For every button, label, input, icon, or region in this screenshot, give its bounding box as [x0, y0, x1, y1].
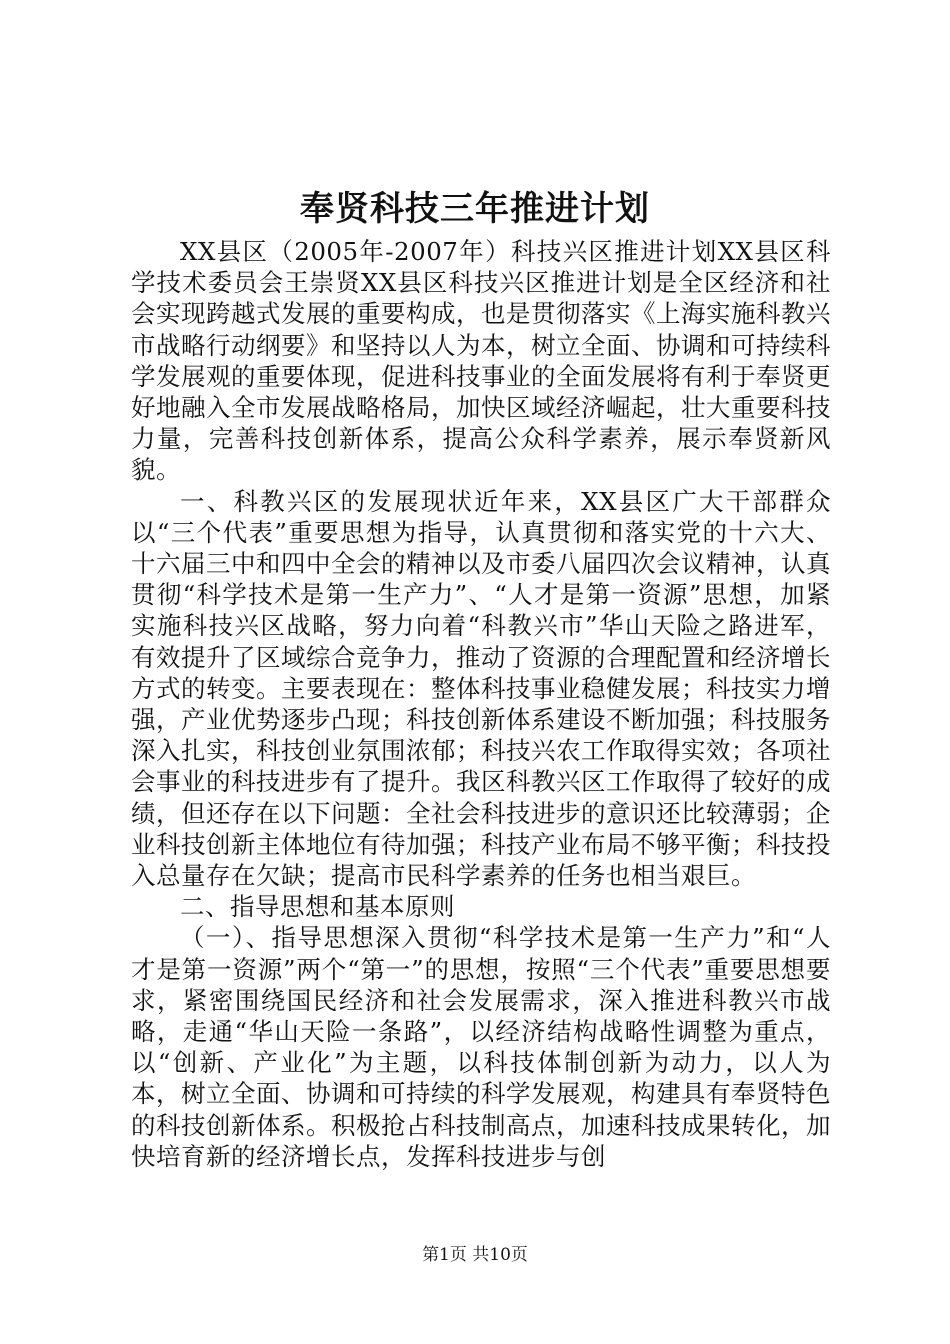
- paragraph-intro: XX县区（2005年-2007年）科技兴区推进计划XX县区科学技术委员会王崇贤XX县区科技兴区推进计划是全区经济和社会实现跨越式发展的重要构成，也是贯彻落实《上海实施科教兴市战略行动纲要》和坚持以人为本，树立全面、协调和可持续科学发展观的重要体现，促进科技事业的全面发展将有利于奉贤更好地融入全市发展战略格局，加快区域经济崛起，壮大重要科技力量，完善科技创新体系，提高公众科学素养，展示奉贤新风貌。: [131, 237, 831, 485]
- page-number-footer: 第1页 共10页: [422, 1245, 528, 1265]
- paragraph-section-2-1: （一）、指导思想深入贯彻“科学技术是第一生产力”和“人才是第一资源”两个“第一”的思想，按照“三个代表”重要思想要求，紧密围绕国民经济和社会发展需求，深入推进科教兴市战略，走通“华山天险一条路”，以经济结构战略性调整为重点，以“创新、产业化”为主题，以科技体制创新为动力，以人为本，树立全面、协调和可持续的科学发展观，构建具有奉贤特色的科技创新体系。积极抢占科技制高点，加速科技成果转化，加快培育新的经济增长点，发挥科技进步与创: [131, 923, 831, 1171]
- paragraph-section-1: 一、科教兴区的发展现状近年来，XX县区广大干部群众以“三个代表”重要思想为指导，认真贯彻和落实党的十六大、十六届三中和四中全会的精神以及市委八届四次会议精神，认真贯彻“科学技术是第一生产力”、“人才是第一资源”思想，加紧实施科技兴区战略，努力向着“科教兴市”华山天险之路进军，有效提升了区域综合竞争力，推动了资源的合理配置和经济增长方式的转变。主要表现在：整体科技事业稳健发展；科技实力增强，产业优势逐步凸现；科技创新体系建设不断加强；科技服务深入扎实，科技创业氛围浓郁；科技兴农工作取得实效；各项社会事业的科技进步有了提升。我区科教兴区工作取得了较好的成绩，但还存在以下问题：全社会科技进步的意识还比较薄弱；企业科技创新主体地位有待加强；科技产业布局不够平衡；科技投入总量存在欠缺；提高市民科学素养的任务也相当艰巨。: [131, 486, 831, 891]
- paragraph-section-2-heading: 二、指导思想和基本原则: [180, 892, 455, 922]
- document-body: [131, 236, 831, 1172]
- document-title: 奉贤科技三年推进计划: [300, 189, 650, 229]
